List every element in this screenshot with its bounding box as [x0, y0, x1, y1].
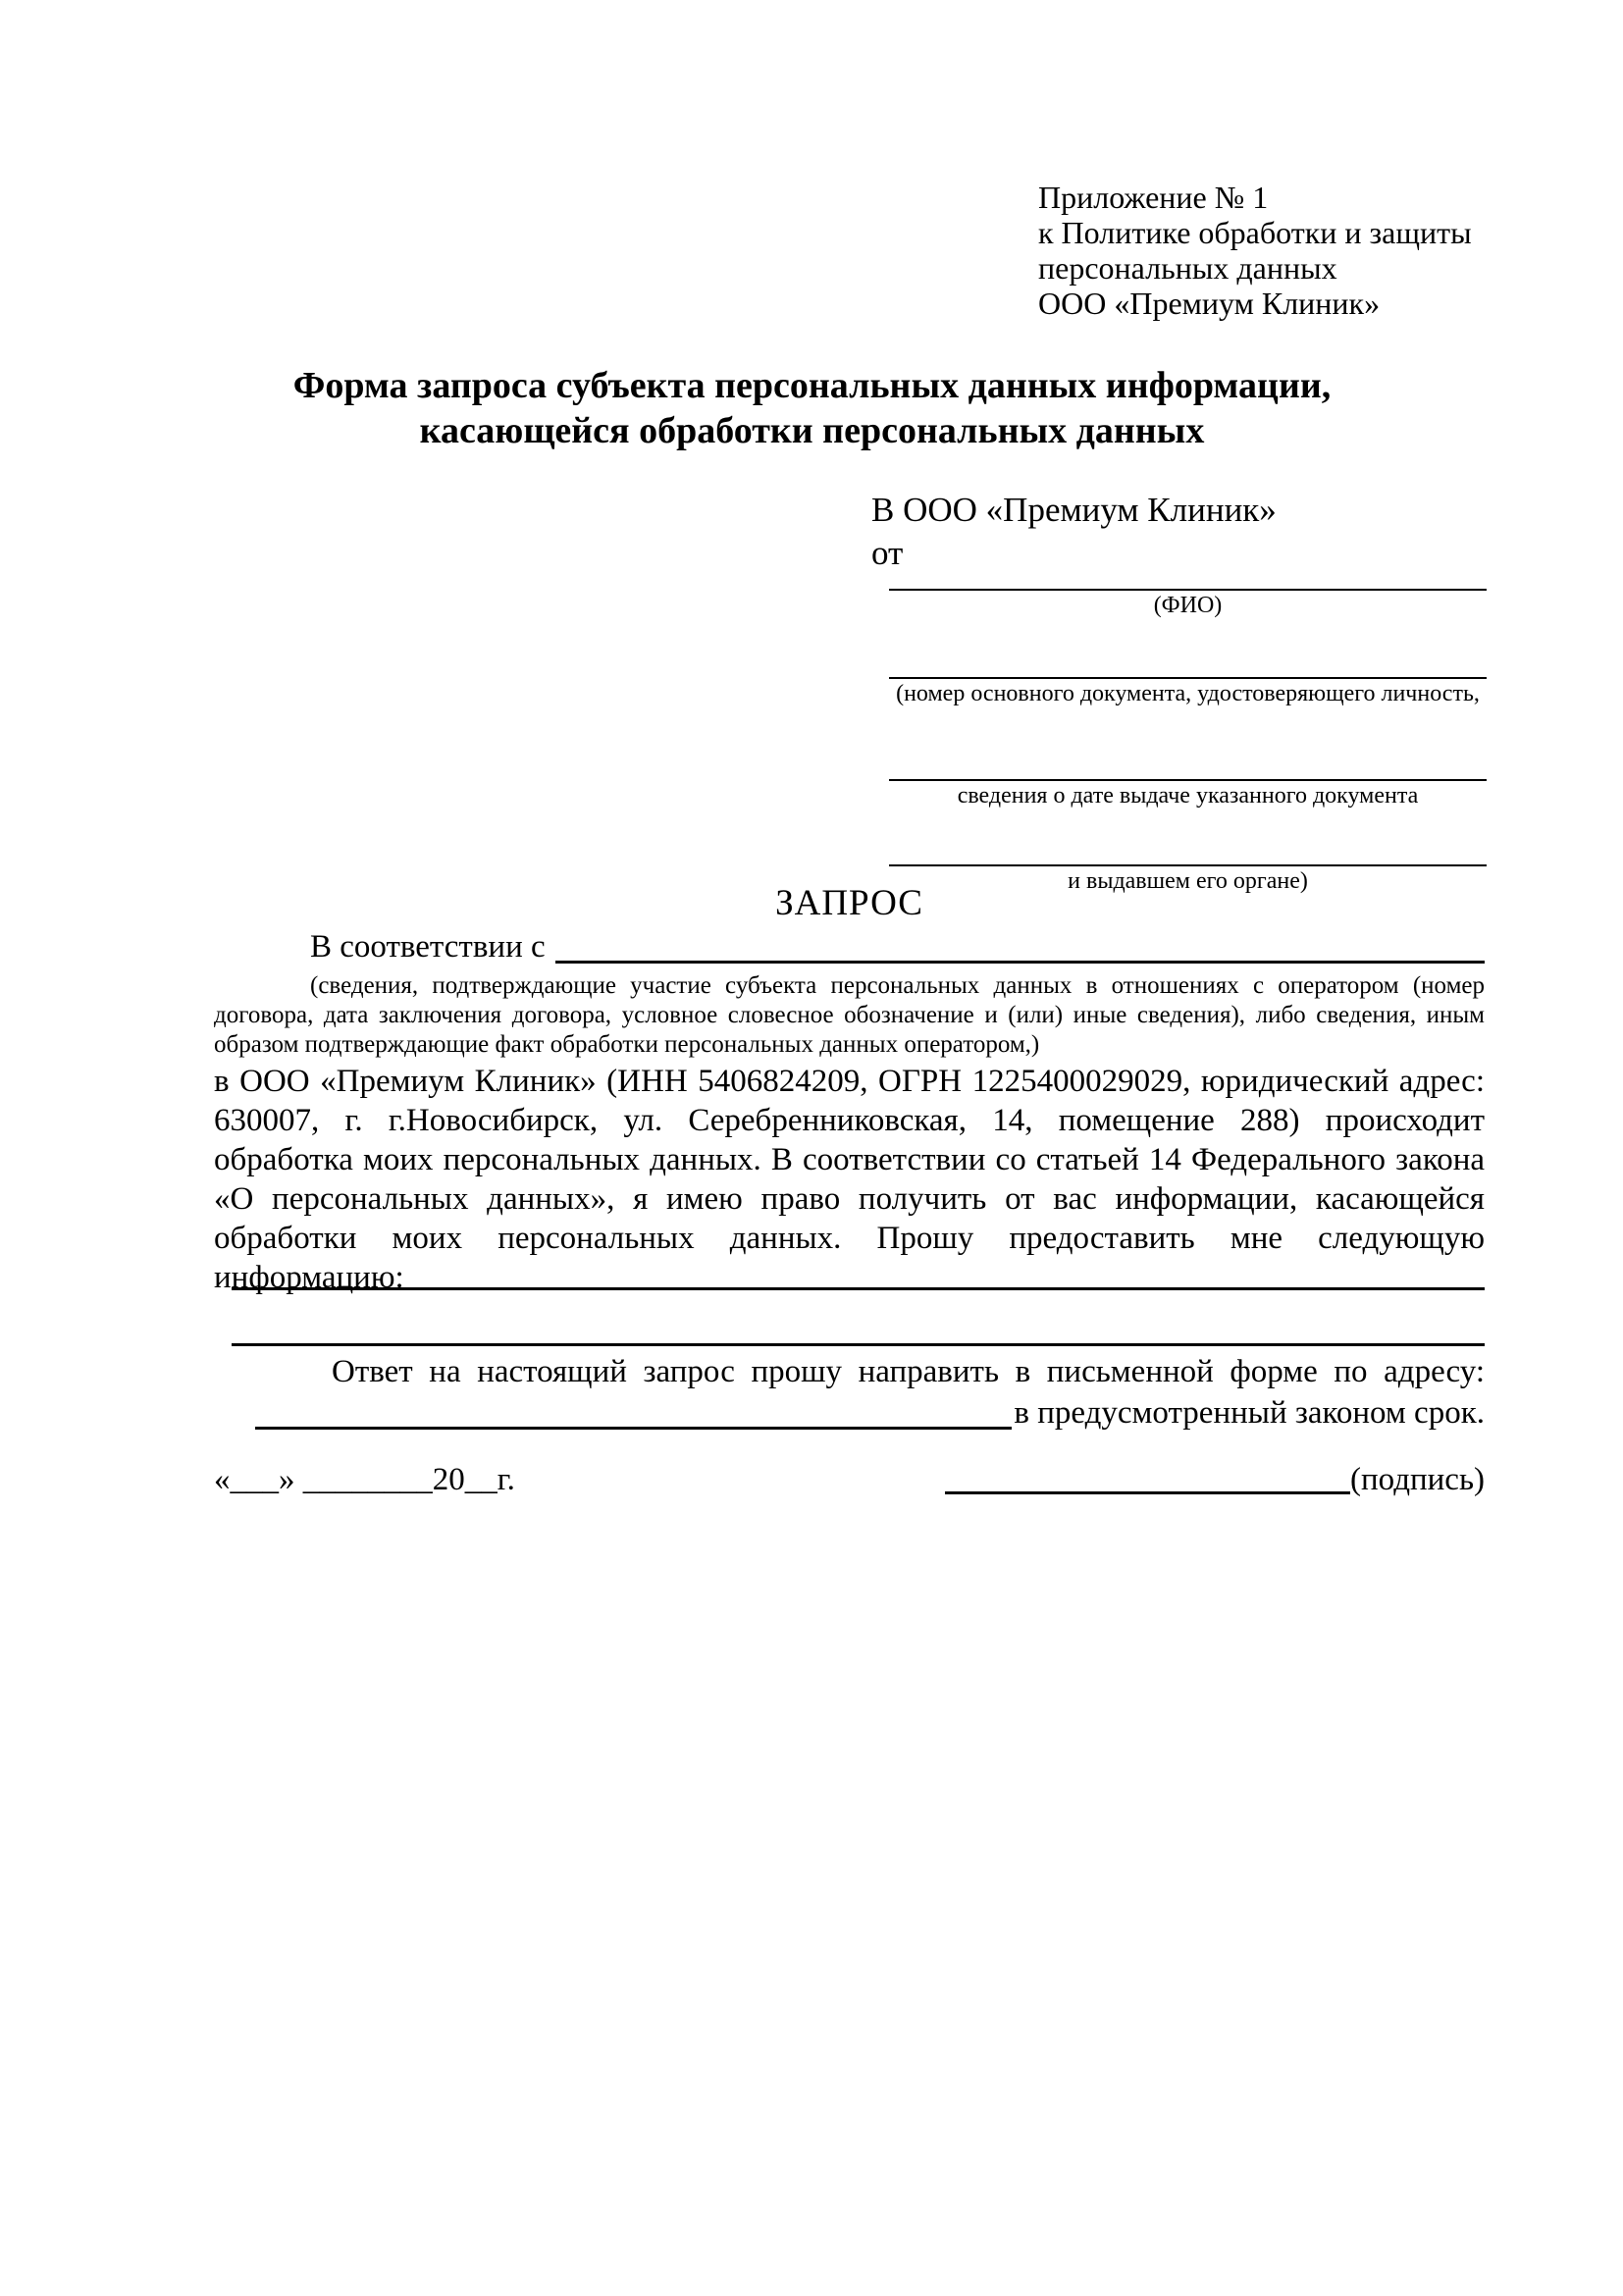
- document-number-field-label: (номер основного документа, удостоверяющего личность,: [896, 681, 1480, 706]
- accordance-blank-line: [555, 961, 1485, 964]
- date-line: «___» ________20__г.: [214, 1462, 515, 1497]
- addressee-block: [871, 489, 1487, 896]
- reply-address-row: [214, 1393, 1485, 1433]
- appendix-block: [1038, 180, 1499, 321]
- date-signature-row: [214, 1460, 1485, 1499]
- issuing-authority-field-label: и выдавшем его органе): [1068, 868, 1308, 894]
- request-heading: ЗАПРОС: [775, 883, 923, 923]
- appendix-line: персональных данных: [1038, 250, 1337, 286]
- signature-line: [945, 1491, 1350, 1494]
- appendix-line: к Политике обработки и защиты: [1038, 215, 1472, 250]
- reply-sentence: Ответ на настоящий запрос прошу направить в письменной форме по адресу:: [332, 1354, 1485, 1389]
- appendix-line: Приложение № 1: [1038, 180, 1269, 215]
- issuing-authority-field-line: [889, 810, 1487, 866]
- fio-field-line: [889, 575, 1487, 591]
- issue-date-field: [871, 708, 1487, 810]
- signature-label: (подпись): [1350, 1462, 1485, 1497]
- small-print-note: (сведения, подтверждающие участие субъекта персональных данных в отношениях с оператором (номер договора, дата заключения договора, условное словесное обозначение и (или) иные сведения), либо сведения, иным образом подтверждающие факт обработки персональных данных оператором,): [214, 972, 1485, 1058]
- fio-field: [871, 575, 1487, 620]
- accordance-prefix: В соответствии с: [310, 929, 546, 965]
- reply-address-line: [255, 1427, 1012, 1430]
- accordance-row: [214, 927, 1485, 966]
- reply-suffix: в предусмотренный законом срок.: [1014, 1395, 1485, 1431]
- fio-field-label: (ФИО): [1153, 593, 1223, 618]
- requested-info-line-1: [232, 1287, 1485, 1290]
- document-number-field: [871, 620, 1487, 708]
- body-paragraph: в ООО «Премиум Клиник» (ИНН 5406824209, ОГРН 1225400029029, юридический адрес: 630007, г. г.Новосибирск, ул. Серебренниковская, 14, помещение 288) происходит обработка моих персональных данных. В соответствии со статьей 14 Федерального закона «О персональных данных», я имею право получить от вас информации, касающейся обработки моих персональных данных. Прошу предоставить мне следующую информацию:: [214, 1064, 1485, 1295]
- appendix-line: ООО «Премиум Клиник»: [1038, 286, 1381, 321]
- document-number-field-line: [889, 620, 1487, 679]
- addressee-from: от: [871, 534, 904, 572]
- document-title-line: касающейся обработки персональных данных: [419, 410, 1205, 451]
- document-title: [177, 363, 1447, 453]
- document-title-line: Форма запроса субъекта персональных данных информации,: [292, 365, 1332, 406]
- signature-block: [945, 1460, 1485, 1499]
- addressee-to: В ООО «Премиум Клиник»: [871, 491, 1277, 529]
- requested-info-line-2: [232, 1343, 1485, 1346]
- issue-date-field-label: сведения о дате выдаче указанного документа: [957, 783, 1419, 809]
- issue-date-field-line: [889, 708, 1487, 781]
